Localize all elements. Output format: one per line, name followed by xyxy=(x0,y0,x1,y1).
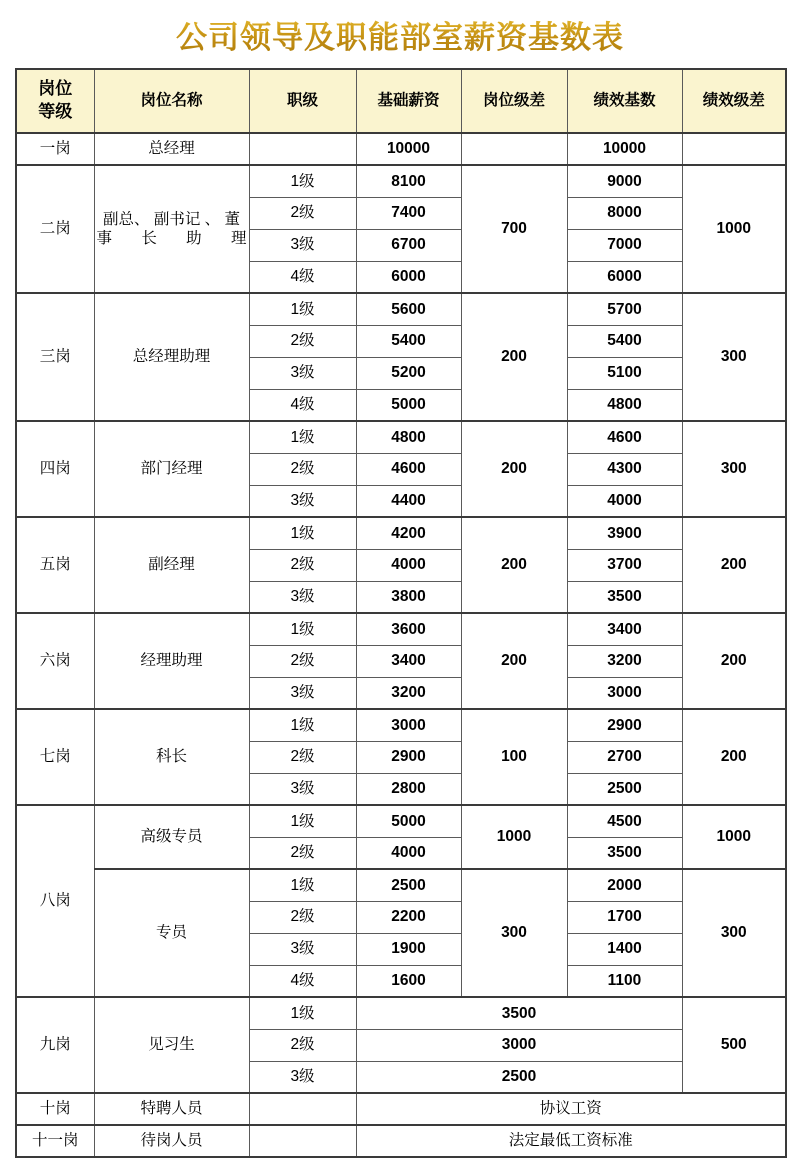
table-row xyxy=(16,805,786,837)
cell-grade: 一岗 xyxy=(16,133,94,165)
cell-level: 1级 xyxy=(249,869,356,901)
cell-perf-base: 4500 xyxy=(567,805,682,837)
cell-base-salary: 3000 xyxy=(356,709,461,741)
cell-job-name: 经理助理 xyxy=(94,613,249,709)
cell-level: 1级 xyxy=(249,613,356,645)
cell-perf-base: 9000 xyxy=(567,165,682,197)
salary-table xyxy=(15,68,787,1158)
cell-level: 2级 xyxy=(249,549,356,581)
column-header-grade-line2: 等级 xyxy=(38,102,73,121)
cell-level: 4级 xyxy=(249,261,356,293)
cell-grade-step: 100 xyxy=(461,709,567,805)
cell-perf-step: 200 xyxy=(682,517,786,613)
cell-perf-base: 1400 xyxy=(567,933,682,965)
cell-base-salary: 6700 xyxy=(356,229,461,261)
column-header-level: 职级 xyxy=(249,69,356,133)
cell-job-name: 特聘人员 xyxy=(94,1093,249,1125)
cell-level: 1级 xyxy=(249,165,356,197)
cell-level: 2级 xyxy=(249,325,356,357)
cell-level: 3级 xyxy=(249,773,356,805)
cell-grade: 八岗 xyxy=(16,805,94,997)
cell-grade-step: 200 xyxy=(461,517,567,613)
table-row xyxy=(16,133,786,165)
cell-job-name: 见习生 xyxy=(94,997,249,1093)
cell-perf-base: 8000 xyxy=(567,197,682,229)
cell-base-salary: 5200 xyxy=(356,357,461,389)
table-row xyxy=(16,517,786,549)
cell-base-salary: 3800 xyxy=(356,581,461,613)
table-row xyxy=(16,421,786,453)
cell-perf-base: 3200 xyxy=(567,645,682,677)
cell-grade-step: 300 xyxy=(461,869,567,997)
cell-perf-base: 2900 xyxy=(567,709,682,741)
cell-base-salary: 1600 xyxy=(356,965,461,997)
cell-grade: 十一岗 xyxy=(16,1125,94,1157)
cell-job-name: 部门经理 xyxy=(94,421,249,517)
table-row xyxy=(16,293,786,325)
table-row xyxy=(16,165,786,197)
cell-level: 3级 xyxy=(249,581,356,613)
cell-perf-step: 300 xyxy=(682,293,786,421)
cell-level: 1级 xyxy=(249,421,356,453)
cell-note: 协议工资 xyxy=(356,1093,786,1125)
cell-perf-base: 3500 xyxy=(567,837,682,869)
cell-job-name: 副经理 xyxy=(94,517,249,613)
cell-level: 3级 xyxy=(249,677,356,709)
cell-perf-step: 1000 xyxy=(682,165,786,293)
cell-perf-base: 3400 xyxy=(567,613,682,645)
cell-level: 2级 xyxy=(249,837,356,869)
cell-perf-step: 500 xyxy=(682,997,786,1093)
cell-perf-base: 5100 xyxy=(567,357,682,389)
cell-grade: 二岗 xyxy=(16,165,94,293)
cell-perf-base: 4800 xyxy=(567,389,682,421)
page-title: 公司领导及职能部室薪资基数表 xyxy=(176,12,624,57)
cell-level xyxy=(249,1125,356,1157)
cell-job-name: 总经理 xyxy=(94,133,249,165)
cell-perf-base: 6000 xyxy=(567,261,682,293)
cell-perf-base: 3900 xyxy=(567,517,682,549)
cell-perf-base: 2700 xyxy=(567,741,682,773)
cell-base-salary: 4800 xyxy=(356,421,461,453)
cell-base-salary: 2800 xyxy=(356,773,461,805)
cell-level: 3级 xyxy=(249,357,356,389)
cell-base-salary: 6000 xyxy=(356,261,461,293)
cell-base-salary: 5400 xyxy=(356,325,461,357)
cell-grade: 三岗 xyxy=(16,293,94,421)
cell-level xyxy=(249,1093,356,1125)
table-row xyxy=(16,1093,786,1125)
cell-perf-step: 1000 xyxy=(682,805,786,869)
cell-level: 2级 xyxy=(249,453,356,485)
cell-perf-base: 4600 xyxy=(567,421,682,453)
cell-level: 3级 xyxy=(249,933,356,965)
cell-perf-step xyxy=(682,133,786,165)
cell-level: 2级 xyxy=(249,645,356,677)
column-header-grade-step: 岗位级差 xyxy=(461,69,567,133)
cell-perf-base: 10000 xyxy=(567,133,682,165)
cell-level: 4级 xyxy=(249,389,356,421)
cell-perf-step: 200 xyxy=(682,709,786,805)
cell-amount: 3500 xyxy=(356,997,682,1029)
cell-base-salary: 2200 xyxy=(356,901,461,933)
cell-grade-step: 1000 xyxy=(461,805,567,869)
cell-perf-base: 1100 xyxy=(567,965,682,997)
cell-level: 3级 xyxy=(249,485,356,517)
column-header-grade xyxy=(16,69,94,133)
cell-perf-base: 3500 xyxy=(567,581,682,613)
cell-perf-base: 3000 xyxy=(567,677,682,709)
cell-base-salary: 2900 xyxy=(356,741,461,773)
cell-perf-base: 2000 xyxy=(567,869,682,901)
cell-base-salary: 3600 xyxy=(356,613,461,645)
cell-level: 3级 xyxy=(249,229,356,261)
cell-grade-step: 200 xyxy=(461,613,567,709)
cell-job-name: 专员 xyxy=(94,869,249,997)
cell-base-salary: 5000 xyxy=(356,805,461,837)
cell-grade: 四岗 xyxy=(16,421,94,517)
cell-level xyxy=(249,133,356,165)
cell-perf-base: 5400 xyxy=(567,325,682,357)
table-row xyxy=(16,869,786,901)
cell-base-salary: 4000 xyxy=(356,549,461,581)
table-header xyxy=(16,69,786,133)
cell-job-name: 科长 xyxy=(94,709,249,805)
cell-base-salary: 7400 xyxy=(356,197,461,229)
cell-base-salary: 4400 xyxy=(356,485,461,517)
table-row xyxy=(16,613,786,645)
cell-job-name: 副总、 副书记 、 董事长助理 xyxy=(94,165,249,293)
cell-job-name: 高级专员 xyxy=(94,805,249,869)
cell-perf-step: 300 xyxy=(682,421,786,517)
cell-perf-base: 3700 xyxy=(567,549,682,581)
cell-grade: 九岗 xyxy=(16,997,94,1093)
cell-base-salary: 2500 xyxy=(356,869,461,901)
cell-level: 2级 xyxy=(249,741,356,773)
column-header-job-name: 岗位名称 xyxy=(94,69,249,133)
cell-grade-step: 700 xyxy=(461,165,567,293)
cell-perf-step: 300 xyxy=(682,869,786,997)
cell-grade: 七岗 xyxy=(16,709,94,805)
cell-level: 1级 xyxy=(249,805,356,837)
cell-level: 2级 xyxy=(249,1029,356,1061)
cell-level: 1级 xyxy=(249,709,356,741)
table-row xyxy=(16,709,786,741)
cell-grade-step: 200 xyxy=(461,293,567,421)
cell-grade: 六岗 xyxy=(16,613,94,709)
cell-level: 1级 xyxy=(249,293,356,325)
cell-job-name: 待岗人员 xyxy=(94,1125,249,1157)
cell-base-salary: 5600 xyxy=(356,293,461,325)
cell-base-salary: 4000 xyxy=(356,837,461,869)
cell-level: 4级 xyxy=(249,965,356,997)
table-row xyxy=(16,997,786,1029)
cell-grade-step: 200 xyxy=(461,421,567,517)
cell-level: 1级 xyxy=(249,997,356,1029)
cell-perf-base: 2500 xyxy=(567,773,682,805)
cell-base-salary: 1900 xyxy=(356,933,461,965)
cell-perf-base: 1700 xyxy=(567,901,682,933)
cell-base-salary: 5000 xyxy=(356,389,461,421)
column-header-perf-base: 绩效基数 xyxy=(567,69,682,133)
table-row xyxy=(16,1125,786,1157)
cell-job-name: 总经理助理 xyxy=(94,293,249,421)
cell-grade-step xyxy=(461,133,567,165)
cell-perf-step: 200 xyxy=(682,613,786,709)
cell-grade: 五岗 xyxy=(16,517,94,613)
cell-base-salary: 3200 xyxy=(356,677,461,709)
cell-base-salary: 3400 xyxy=(356,645,461,677)
column-header-perf-step: 绩效级差 xyxy=(682,69,786,133)
header-row xyxy=(16,69,786,133)
column-header-grade-line1: 岗位 xyxy=(38,79,73,99)
cell-amount: 2500 xyxy=(356,1061,682,1093)
cell-base-salary: 8100 xyxy=(356,165,461,197)
cell-level: 2级 xyxy=(249,197,356,229)
column-header-base-salary: 基础薪资 xyxy=(356,69,461,133)
cell-note: 法定最低工资标准 xyxy=(356,1125,786,1157)
cell-grade: 十岗 xyxy=(16,1093,94,1125)
cell-level: 3级 xyxy=(249,1061,356,1093)
cell-perf-base: 5700 xyxy=(567,293,682,325)
cell-perf-base: 4300 xyxy=(567,453,682,485)
cell-level: 1级 xyxy=(249,517,356,549)
cell-perf-base: 7000 xyxy=(567,229,682,261)
cell-amount: 3000 xyxy=(356,1029,682,1061)
cell-base-salary: 4600 xyxy=(356,453,461,485)
cell-level: 2级 xyxy=(249,901,356,933)
cell-base-salary: 10000 xyxy=(356,133,461,165)
cell-perf-base: 4000 xyxy=(567,485,682,517)
table-body xyxy=(16,133,786,1157)
cell-base-salary: 4200 xyxy=(356,517,461,549)
title-bar xyxy=(15,0,785,68)
